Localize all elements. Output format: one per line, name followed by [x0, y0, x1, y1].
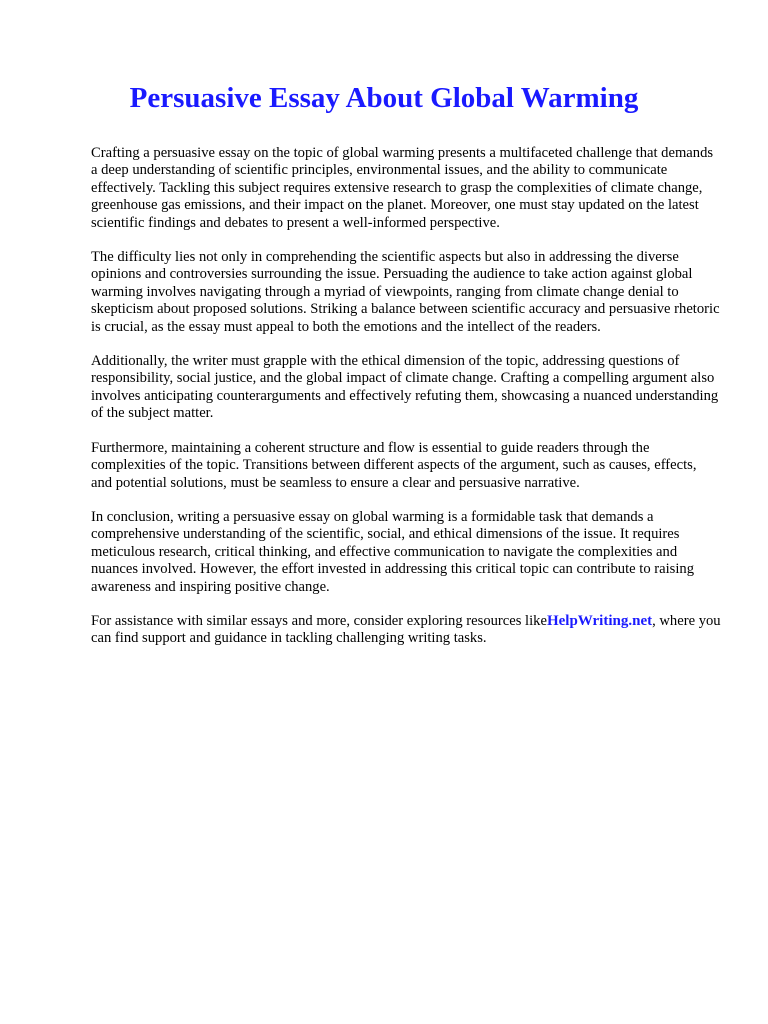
closing-paragraph — [91, 613, 721, 648]
paragraph-1: Crafting a persuasive essay on the topic of global warming presents a multifaceted challenge that demands a deep understanding of scientific principles, environmental issues, and the ability to communicate effectively. Tackling this subject requires extensive research to grasp the complexities of climate change, greenhouse gas emissions, and their impact on the planet. Moreover, one must stay updated on the latest scientific findings and debates to present a well-informed perspective. — [91, 145, 714, 231]
paragraph-4: Furthermore, maintaining a coherent structure and flow is essential to guide readers through the complexities of the topic. Transitions between different aspects of the argument, such as causes, effects, and potential solutions, must be seamless to ensure a clear and persuasive narrative. — [91, 439, 697, 491]
closing-text-before-link: For assistance with similar essays and more, consider exploring resources like — [91, 612, 547, 629]
document-title: Persuasive Essay About Global Warming — [129, 82, 639, 114]
closing-text-after-link: , where you can find support and guidance in tackling challenging writing tasks. — [91, 612, 721, 647]
helpwriting-link[interactable]: HelpWriting.net — [546, 612, 653, 629]
document-body — [91, 145, 721, 665]
paragraph-2: The difficulty lies not only in comprehending the scientific aspects but also in addressing the diverse opinions and controversies surrounding the issue. Persuading the audience to take action against global warming involves navigating through a myriad of viewpoints, ranging from climate change denial to skepticism about proposed solutions. Striking a balance between scientific accuracy and persuasive rhetoric is crucial, as the essay must appeal to both the emotions and the intellect of the readers. — [91, 249, 720, 335]
paragraph-3: Additionally, the writer must grapple with the ethical dimension of the topic, addressing questions of responsibility, social justice, and the global impact of climate change. Crafting a compelling argument also involves anticipating counterarguments and effectively refuting them, showcasing a nuanced understanding of the subject matter. — [91, 353, 719, 422]
paragraph-5: In conclusion, writing a persuasive essay on global warming is a formidable task that demands a comprehensive understanding of the scientific, social, and ethical dimensions of the issue. It requires meticulous research, critical thinking, and effective communication to navigate the complexities and nuances involved. However, the effort invested in addressing this critical topic can contribute to raising awareness and inspiring positive change. — [91, 508, 694, 595]
